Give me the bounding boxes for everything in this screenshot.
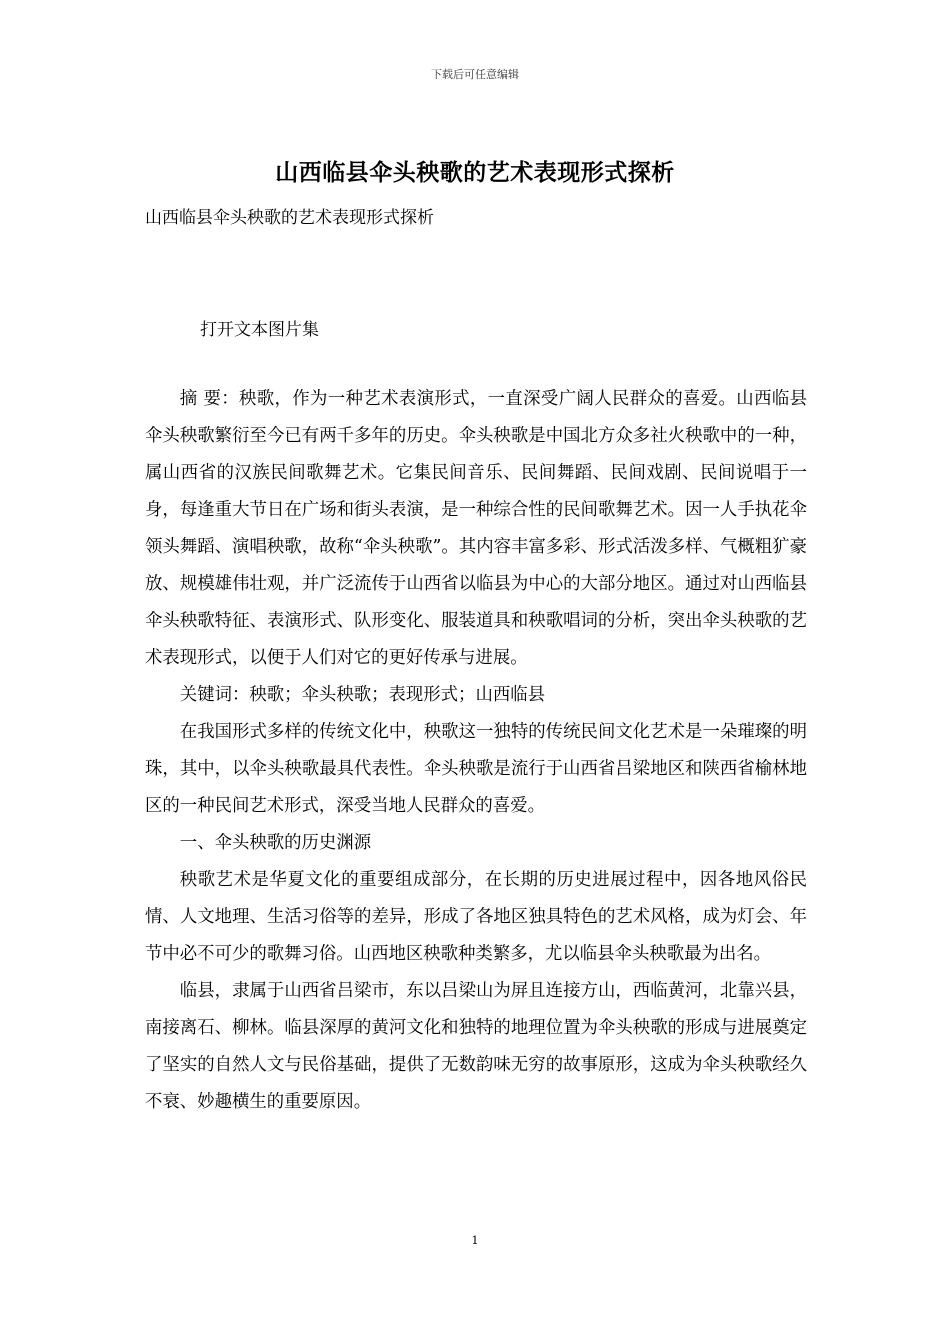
intro-paragraph: 在我国形式多样的传统文化中，秧歌这一独特的传统民间文化艺术是一朵璀璨的明珠，其中，以伞头秧歌最具代表性。伞头秧歌是流行于山西省吕梁地区和陕西省榆林地区的一种民间艺术形式，深受当地人民群众的喜爱。 bbox=[145, 722, 807, 816]
open-image-gallery-link[interactable]: 打开文本图片集 bbox=[200, 320, 319, 340]
page-number: 1 bbox=[471, 1234, 479, 1247]
page-header: 下载后可任意编辑 bbox=[431, 68, 519, 81]
document-title: 山西临县伞头秧歌的艺术表现形式探析 bbox=[275, 159, 675, 186]
keywords-paragraph: 关键词：秧歌；伞头秧歌；表现形式；山西临县 bbox=[179, 685, 546, 705]
body-paragraph: 临县，隶属于山西省吕梁市，东以吕梁山为屏且连接方山，西临黄河，北靠兴县，南接离石、柳林。临县深厚的黄河文化和独特的地理位置为伞头秧歌的形成与进展奠定了坚实的自然人文与民俗基础，提供了无数韵味无穷的故事原形，这成为伞头秧歌经久不衰、妙趣横生的重要原因。 bbox=[145, 981, 807, 1112]
document-subtitle: 山西临县伞头秧歌的艺术表现形式探析 bbox=[145, 208, 434, 228]
body-paragraph: 秧歌艺术是华夏文化的重要组成部分，在长期的历史进展过程中，因各地风俗民情、人文地理、生活习俗等的差异，形成了各地区独具特色的艺术风格，成为灯会、年节中必不可少的歌舞习俗。山西地区秧歌种类繁多，尤以临县伞头秧歌最为出名。 bbox=[145, 870, 807, 964]
section-heading: 一、伞头秧歌的历史渊源 bbox=[179, 833, 372, 853]
article-body bbox=[145, 381, 807, 1121]
abstract-paragraph: 摘 要：秧歌，作为一种艺术表演形式，一直深受广阔人民群众的喜爱。山西临县伞头秧歌繁衍至今已有两千多年的历史。伞头秧歌是中国北方众多社火秧歌中的一种，属山西省的汉族民间歌舞艺术。它集民间音乐、民间舞蹈、民间戏剧、民间说唱于一身，每逢重大节日在广场和街头表演，是一种综合性的民间歌舞艺术。因一人手执花伞领头舞蹈、演唱秧歌，故称“伞头秧歌”。其内容丰富多彩、形式活泼多样、气概粗犷豪放、规模雄伟壮观，并广泛流传于山西省以临县为中心的大部分地区。通过对山西临县伞头秧歌特征、表演形式、队形变化、服装道具和秧歌唱词的分析，突出伞头秧歌的艺术表现形式，以便于人们对它的更好传承与进展。 bbox=[145, 389, 807, 668]
